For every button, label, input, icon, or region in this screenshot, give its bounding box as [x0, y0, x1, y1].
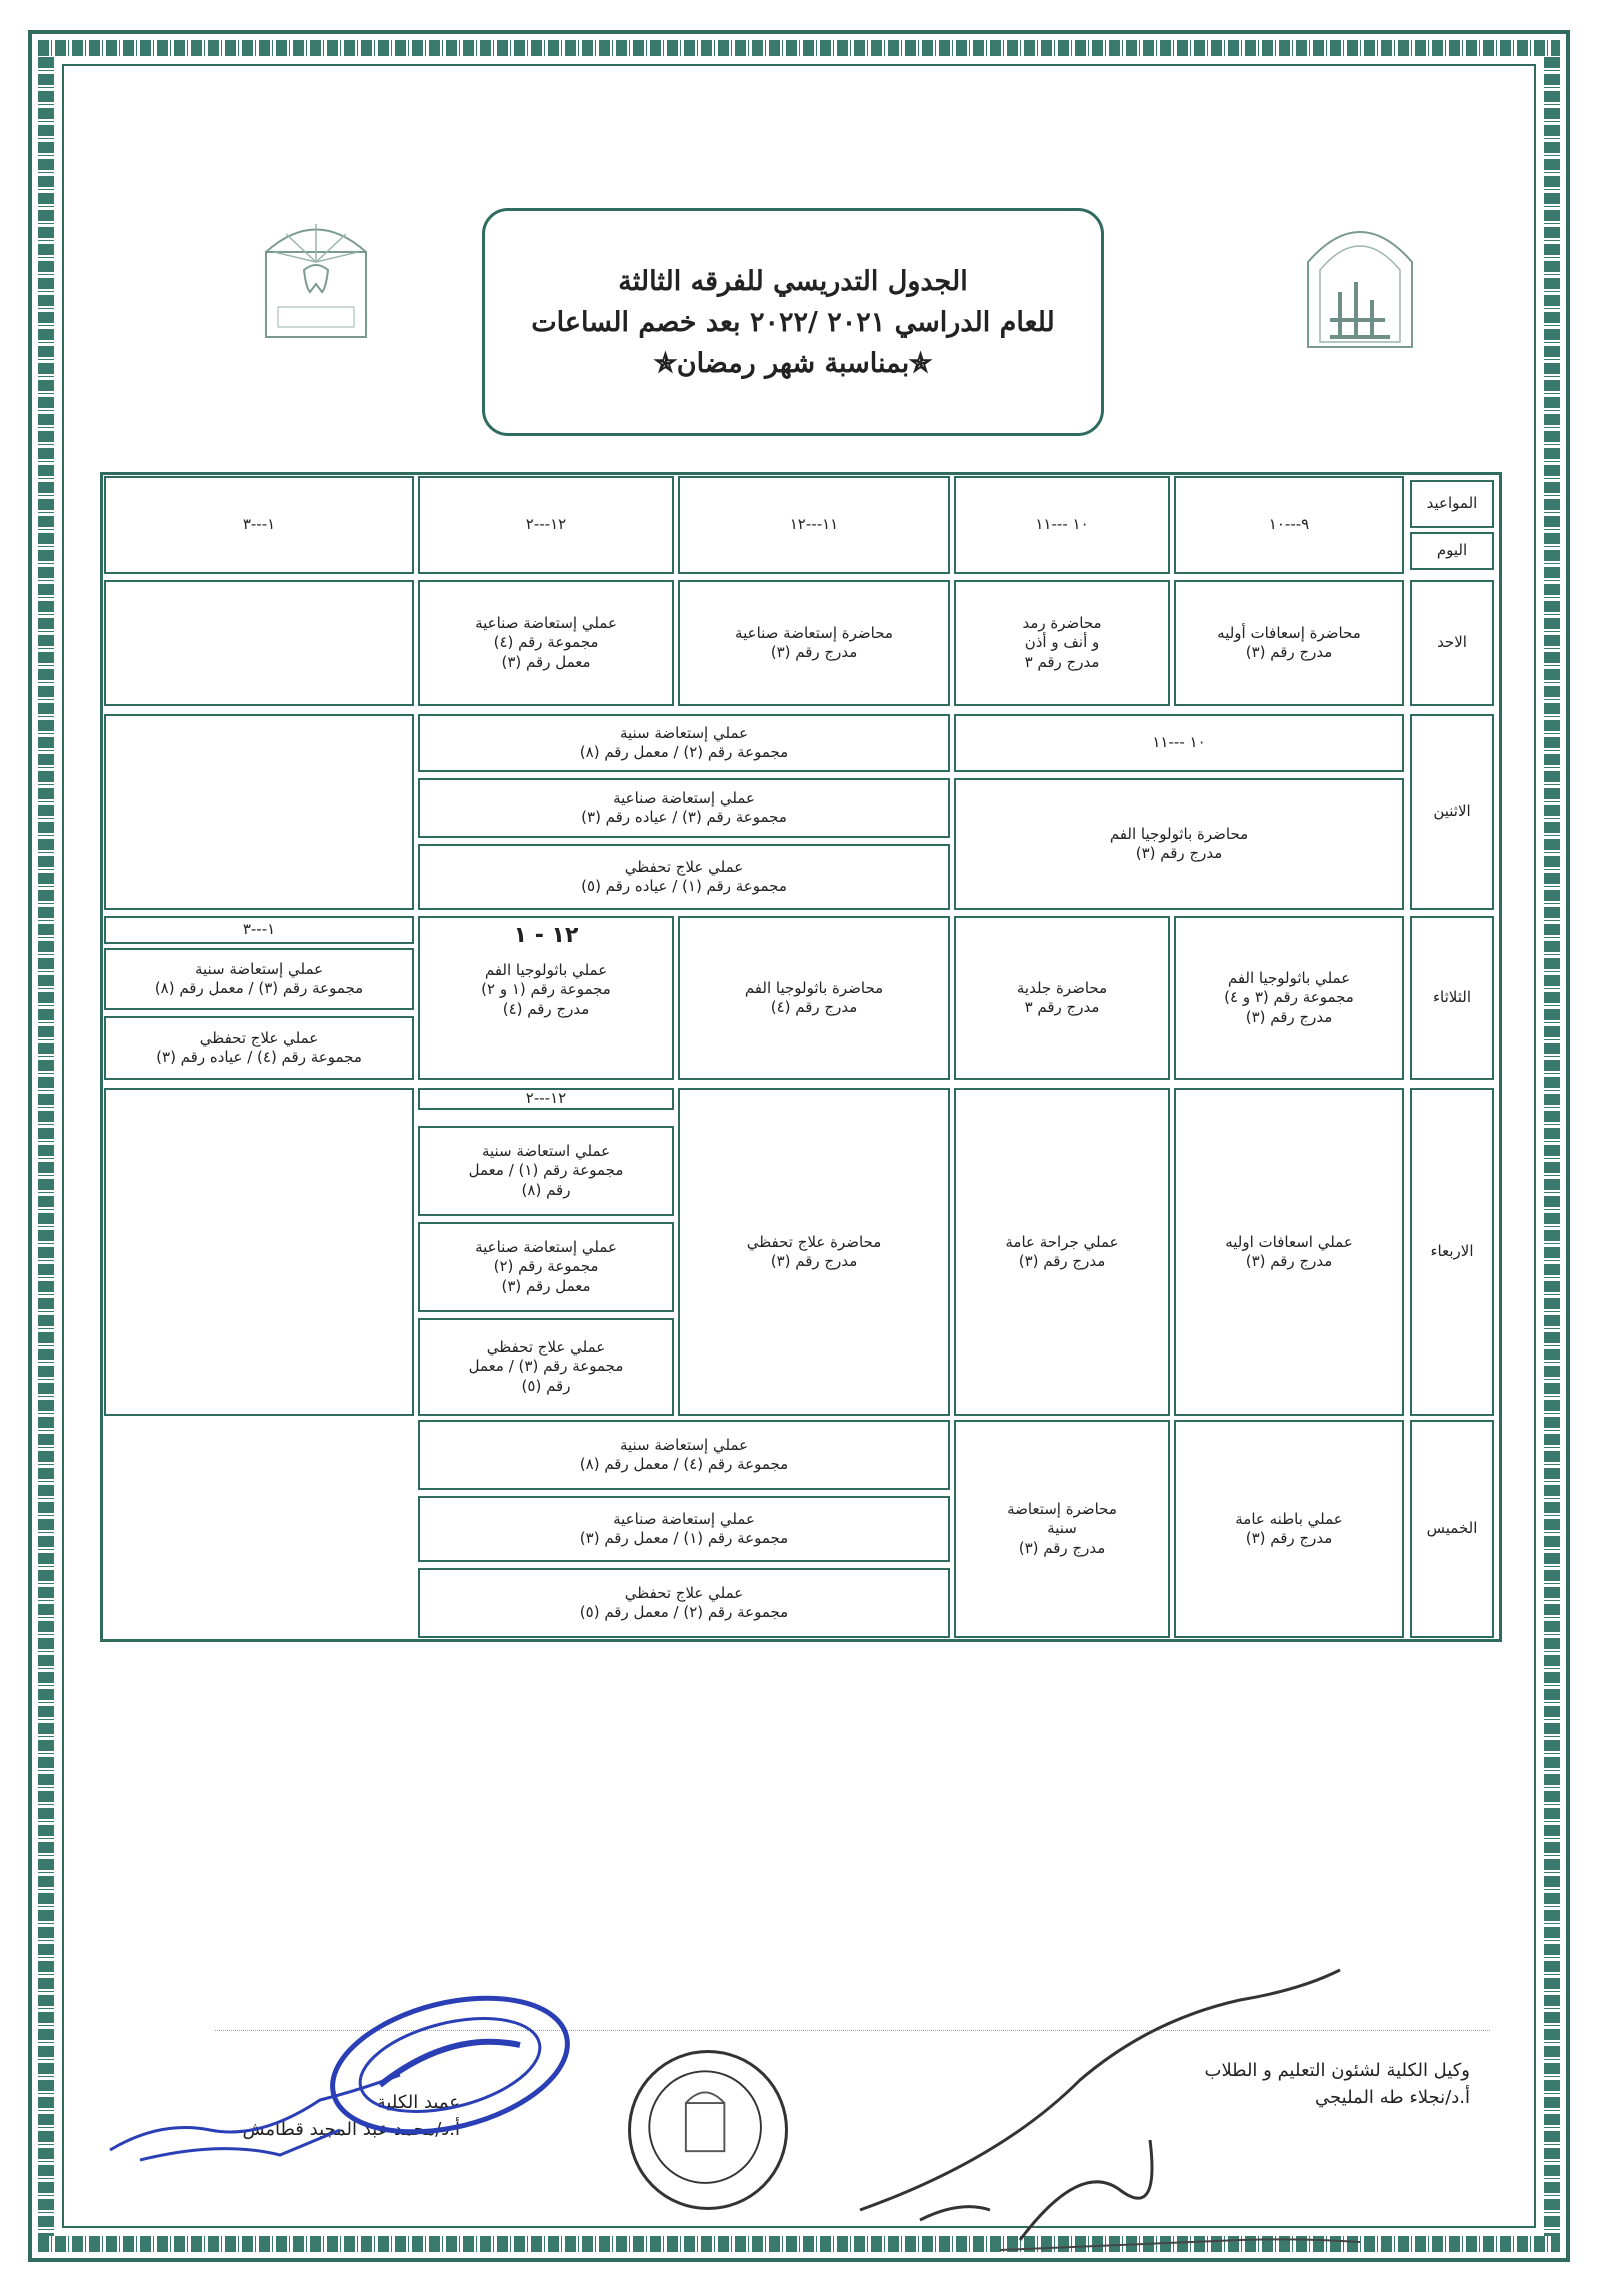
dean-name: أ.د/محمد عبد المجيد قطامش — [242, 2119, 460, 2140]
wednesday-slot-3: محاضرة علاج تحفظي مدرج رقم (٣) — [678, 1088, 950, 1416]
thursday-practical-2: عملي إستعاضة صناعية مجموعة رقم (١) / معمل رقم (٣) — [418, 1496, 950, 1562]
sunday-slot-2: محاضرة رمد و أنف و أذن مدرج رقم ٣ — [954, 580, 1170, 706]
tuesday-slot-4: ١٢ - ١ عملي باثولوجيا الفم مجموعة رقم (١ و ٢) مدرج رقم (٤) — [418, 916, 674, 1080]
tuesday-slot-3: محاضرة باثولوجيا الفم مدرج رقم (٤) — [678, 916, 950, 1080]
vice-dean-title: وكيل الكلية لشئون التعليم و الطلاب — [1204, 2060, 1470, 2081]
title-line-2: للعام الدراسي ٢٠٢١ /٢٠٢٢ بعد خصم الساعات — [531, 306, 1055, 338]
thursday-practical-1: عملي إستعاضة سنية مجموعة رقم (٤) / معمل رقم (٨) — [418, 1420, 950, 1490]
monday-practical-3: عملي علاج تحفظي مجموعة رقم (١) / عياده رقم (٥) — [418, 844, 950, 910]
thursday-slot-2: محاضرة إستعاضة سنية مدرج رقم (٣) — [954, 1420, 1170, 1638]
faculty-logo-icon — [256, 212, 376, 342]
sunday-slot-5-empty — [104, 580, 414, 706]
day-sunday: الاحد — [1410, 580, 1494, 706]
day-tuesday: الثلاثاء — [1410, 916, 1494, 1080]
tuesday-slot-5-time: ١---٣ — [104, 916, 414, 944]
day-thursday: الخميس — [1410, 1420, 1494, 1638]
tuesday-slot-2: محاضرة جلدية مدرج رقم ٣ — [954, 916, 1170, 1080]
university-logo-icon — [1300, 212, 1420, 352]
monday-practical-1: عملي إستعاضة سنية مجموعة رقم (٢) / معمل رقم (٨) — [418, 714, 950, 772]
sunday-slot-1: محاضرة إسعافات أوليه مدرج رقم (٣) — [1174, 580, 1404, 706]
header-slot-3: ١١---١٢ — [678, 476, 950, 574]
wednesday-slot-4-time: ١٢---٢ — [418, 1088, 674, 1110]
official-seal-icon — [628, 2050, 788, 2210]
wednesday-slot-2: عملي جراحة عامة مدرج رقم (٣) — [954, 1088, 1170, 1416]
wednesday-slot-1: عملي اسعافات اوليه مدرج رقم (٣) — [1174, 1088, 1404, 1416]
dean-signature-icon — [100, 2060, 430, 2170]
wednesday-practical-1: عملي استعاضة سنية مجموعة رقم (١) / معمل رقم (٨) — [418, 1126, 674, 1216]
sunday-slot-3: محاضرة إستعاضة صناعية مدرج رقم (٣) — [678, 580, 950, 706]
header-slot-5: ١---٣ — [104, 476, 414, 574]
tuesday-slot-1: عملي باثولوجيا الفم مجموعة رقم (٣ و ٤) مدرج رقم (٣) — [1174, 916, 1404, 1080]
header-slot-1: ٩---١٠ — [1174, 476, 1404, 574]
monday-time-label: ١٠ ---١١ — [954, 714, 1404, 772]
sunday-slot-4: عملي إستعاضة صناعية مجموعة رقم (٤) معمل رقم (٣) — [418, 580, 674, 706]
header-slot-4: ١٢---٢ — [418, 476, 674, 574]
monday-lecture: محاضرة باثولوجيا الفم مدرج رقم (٣) — [954, 778, 1404, 910]
thursday-practical-3: عملي علاج تحفظي مجموعة رقم (٢) / معمل رقم (٥) — [418, 1568, 950, 1638]
day-monday: الاثنين — [1410, 714, 1494, 910]
thursday-slot-1: عملي باطنه عامة مدرج رقم (٣) — [1174, 1420, 1404, 1638]
header-appointments: المواعيد — [1410, 480, 1494, 528]
monday-slot-5-empty — [104, 714, 414, 910]
header-slot-2: ١٠ ---١١ — [954, 476, 1170, 574]
wednesday-practical-2: عملي إستعاضة صناعية مجموعة رقم (٢) معمل رقم (٣) — [418, 1222, 674, 1312]
monday-practical-2: عملي إستعاضة صناعية مجموعة رقم (٣) / عياده رقم (٣) — [418, 778, 950, 838]
dean-title: عميد الكلية — [376, 2092, 460, 2113]
wednesday-practical-3: عملي علاج تحفظي مجموعة رقم (٣) / معمل رقم (٥) — [418, 1318, 674, 1416]
tuesday-practical-1: عملي إستعاضة سنية مجموعة رقم (٣) / معمل رقم (٨) — [104, 948, 414, 1010]
title-box — [482, 208, 1104, 436]
wednesday-slot-5-empty — [104, 1088, 414, 1416]
day-wednesday: الاربعاء — [1410, 1088, 1494, 1416]
tuesday-practical-2: عملي علاج تحفظي مجموعة رقم (٤) / عياده رقم (٣) — [104, 1016, 414, 1080]
title-line-1: الجدول التدريسي للفرقه الثالثة — [618, 265, 968, 297]
vice-dean-signature-icon — [820, 1960, 1380, 2260]
vice-dean-name: أ.د/نجلاء طه المليجي — [1315, 2087, 1470, 2108]
header-day: اليوم — [1410, 532, 1494, 570]
title-line-3: ✯بمناسبة شهر رمضان✯ — [654, 347, 932, 379]
